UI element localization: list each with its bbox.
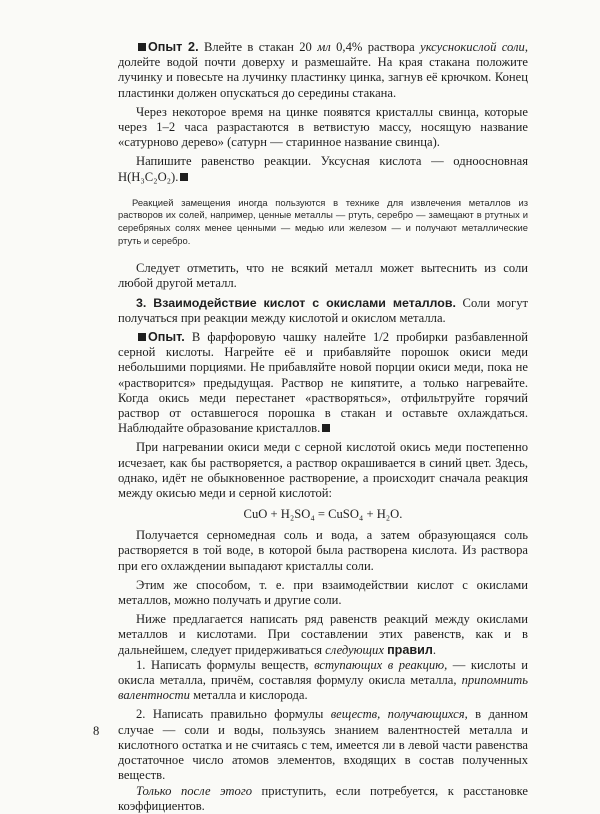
page-number: 8 xyxy=(93,724,100,738)
rule-2-text: в данном случае — соли и воды, пользуясь знанием валентностей металла и кислотного остатка и не считаясь с тем, имеется ли в левой части равенства достаточное число атомов элементов, входящих в состав полученных веществ. xyxy=(118,707,528,783)
experiment-3-label: Опыт. xyxy=(148,330,185,345)
small-print-note: Реакцией замещения иногда пользуются в технике для извлечения металлов из растворов их солей, например, ценные металлы — ртуть, серебро — замещают в ртутных и серебряных солях менее ценными — медью или железом — и получают металлические ртуть и серебро. xyxy=(118,196,528,246)
copper-salt-paragraph: Получается сернoмедная соль и вода, а затем образующаяся соль растворяется в той воде, в которой была растворена кислота. Из раствора при его охлаждении выпадают кристаллы соли. xyxy=(118,528,528,573)
black-square-icon xyxy=(138,333,146,341)
saturn-tree-paragraph: Через некоторое время на цинке появятся кристаллы свинца, которые через 1–2 часа разрастаются в ветвистую массу, носящую название «сатурново дерево» (сатурн — старинное название свинца). xyxy=(118,104,528,150)
rules-intro-text: . xyxy=(432,642,437,657)
section-3-paragraph xyxy=(118,296,528,326)
rule-1-italic: вступающих в реакцию, xyxy=(314,657,448,672)
black-square-icon xyxy=(180,173,188,181)
same-way-paragraph: Этим же способом, т. е. при взаимодействии кислот с окислами металлов, можно получать и другие соли. xyxy=(118,577,528,608)
rule-1-text: — кислоты и окисла металла, причём, составляя формулу окисла металла, xyxy=(118,657,529,688)
experiment-2-label: Опыт 2. xyxy=(148,40,199,54)
acetic-acid-text: Напишите равенство реакции. Уксусная кислота — одноосновная xyxy=(136,154,528,169)
rules-intro-text: Ниже предлагается написать ряд равенств реакций между окислами металлов и кислотами. При составлении этих равенств, как и в дальнейшем, следует придерживаться xyxy=(118,612,528,657)
acetic-acid-formula: H(H₃C₂O₂). xyxy=(118,169,179,184)
experiment-2-text: , долейте водой почти доверху и размешайте. На края стакана положите лучинку и повесьте на лучинку пластинку цинка, загнув её крючком. Конец пластинки должен опускаться до середины стакана. xyxy=(118,40,528,100)
rule-2-text: 2. Написать правильно формулы xyxy=(136,707,331,722)
experiment-2-text: 0,4% раствора xyxy=(330,40,421,54)
rule-1-text: 1. Написать формулы веществ, xyxy=(136,657,315,672)
rule-3-paragraph xyxy=(118,784,528,814)
unit-ml: мл xyxy=(317,40,331,54)
heating-paragraph: При нагревании окиси меди с серной кислотой окись меди постепенно исчезает, как бы растворяется, а раствор окрашивается в синий цвет. Здесь, однако, идёт не обыкновенное растворение, а происходит сначала реакция между окисью меди и серной кислотой: xyxy=(118,440,528,501)
salt-name: уксуснокислой соли xyxy=(420,40,525,54)
rule-1-italic: припомнить валентности xyxy=(118,673,528,703)
acetic-acid-paragraph xyxy=(118,154,528,184)
rule-2-paragraph xyxy=(118,707,528,783)
rules-intro-italic: следующих xyxy=(325,642,384,657)
rule-3-italic: Только после этого xyxy=(136,783,253,798)
rules-word: правил xyxy=(387,642,433,657)
rule-1-text: металла и кислорода. xyxy=(189,688,308,703)
experiment-3-text: В фарфоровую чашку налейте 1/2 пробирки разбавленной серной кислоты. Нагрейте её и прибавляйте порошок окиси меди небольшими порциями. Не прибавляйте новой порции окиси меди, пока не «растворится» предыдущая. Раствор не кипятите, а только нагревайте. Когда окись меди перестанет «растворяться», отфильтруйте горячий раствор от оставшегося порошка в стакан и оставьте охлаждаться. Наблюдайте образование кристаллов. xyxy=(118,330,528,436)
black-square-icon xyxy=(138,43,146,51)
experiment-2-paragraph xyxy=(118,40,528,101)
experiment-3-paragraph xyxy=(118,330,528,436)
rule-2-italic: веществ, получающихся, xyxy=(330,707,468,722)
reaction-equation: CuO + H₂SO₄ = CuSO₄ + H₂O. xyxy=(243,507,403,522)
rule-1-paragraph xyxy=(118,658,528,704)
experiment-2-text: Влейте в стакан 20 xyxy=(198,40,318,54)
black-square-icon xyxy=(322,424,330,432)
not-every-metal-paragraph: Следует отметить, что не всякий металл может вытеснить из соли любой другой металл. xyxy=(118,261,528,291)
rules-intro-paragraph xyxy=(118,612,528,658)
section-3-heading: 3. Взаимодействие кислот с окислами металлов. xyxy=(136,295,456,310)
rule-3-text: приступить, если потребуется, к расстановке коэффициентов. xyxy=(118,783,529,813)
section-3-text: Соли могут получаться при реакции между кислотой и окислом металла. xyxy=(118,295,528,325)
